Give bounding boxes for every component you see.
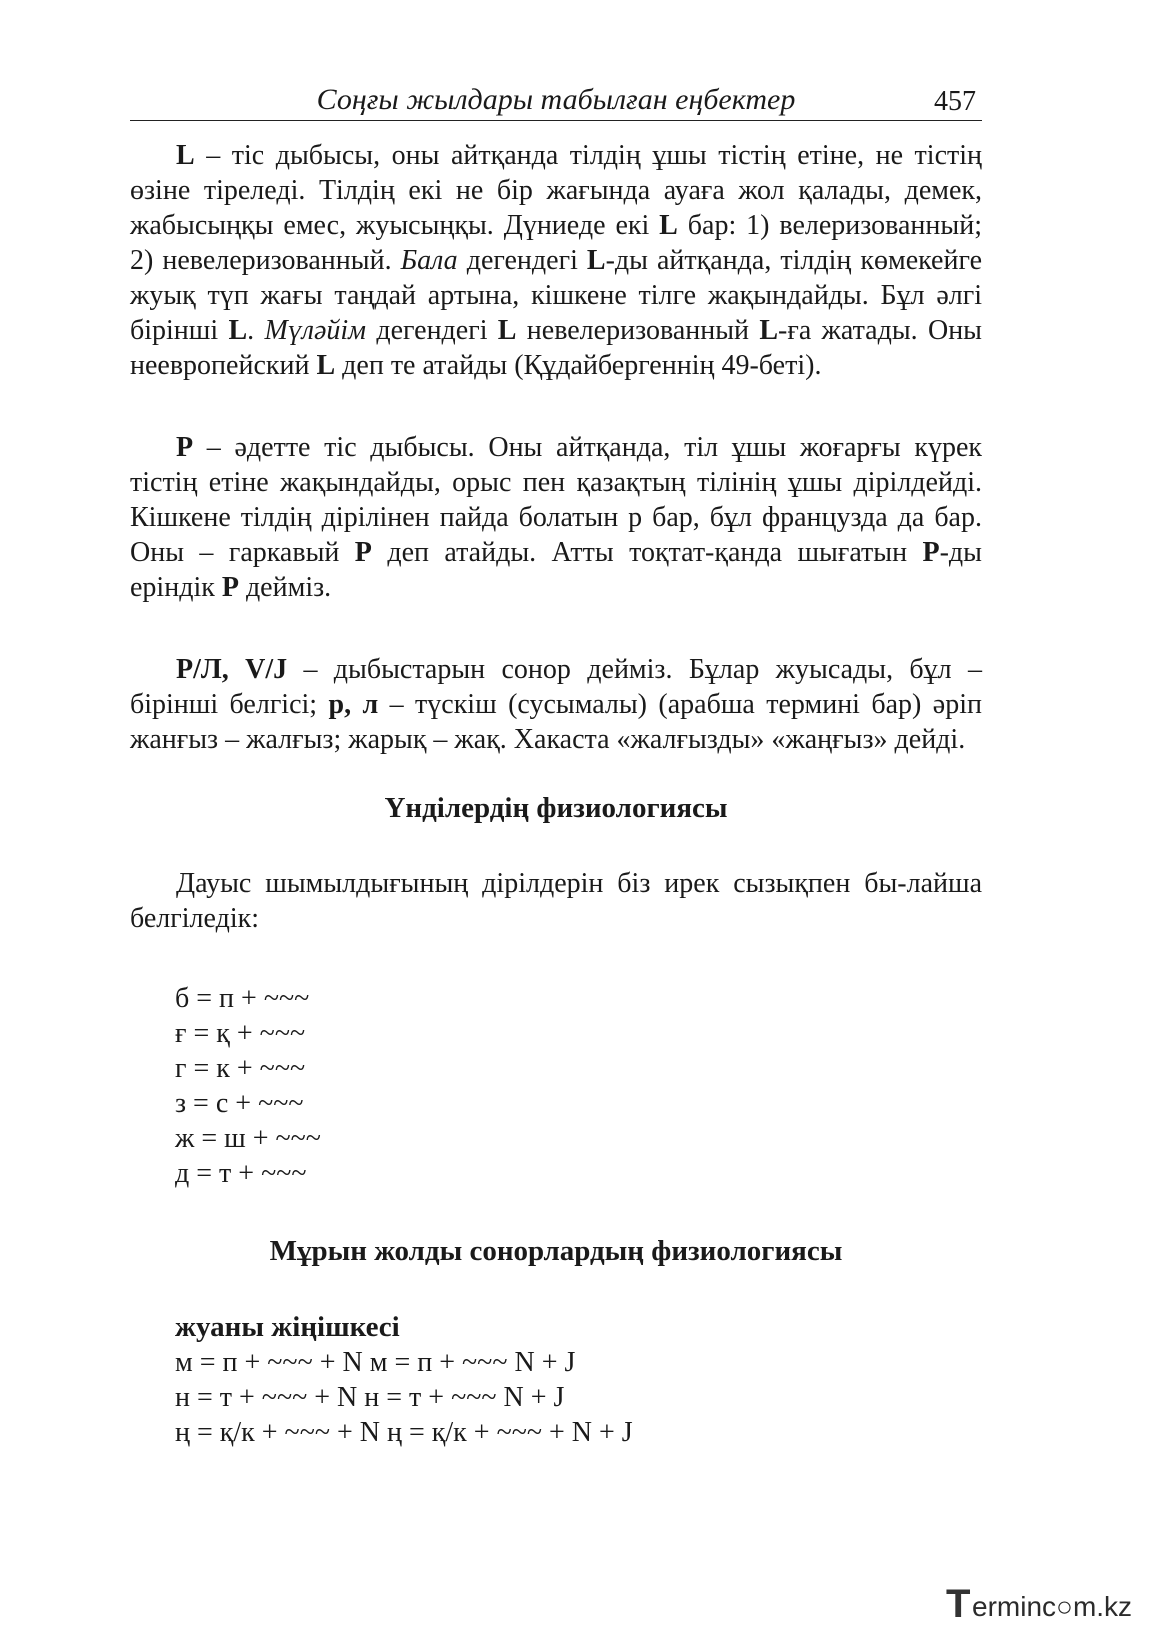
magnifier-icon: ○ <box>1056 1591 1073 1622</box>
formula-line: д = т + ~~~ <box>175 1158 307 1189</box>
watermark-initial: T <box>946 1582 971 1626</box>
section-heading-voiced: Үнділердің физиологиясы <box>384 792 728 824</box>
formula-line: б = п + ~~~ <box>175 983 310 1014</box>
formula-line: ғ = қ + ~~~ <box>175 1018 306 1049</box>
formula-line: з = с + ~~~ <box>175 1088 304 1119</box>
formula-line: ң = қ/к + ~~~ + N ң = қ/к + ~~~ + N + J <box>175 1417 633 1448</box>
formula-line: ж = ш + ~~~ <box>175 1123 321 1154</box>
formula-line: г = к + ~~~ <box>175 1053 306 1084</box>
voiced-formula-list <box>130 981 982 1191</box>
running-title: Соңғы жылдары табылған еңбектер <box>316 83 796 116</box>
page-body <box>130 138 982 1450</box>
paragraph-vibration: Дауыс шымылдығының дірілдерін біз ирек сызықпен бы-лайша белгіледік: <box>130 868 982 934</box>
nasal-formula-list <box>130 1345 982 1450</box>
section-heading-nasal: Мұрын жолды сонорлардың физиологиясы <box>269 1235 843 1267</box>
page-number: 457 <box>934 86 976 117</box>
nasal-column-heads: жуаны жіңішкесі <box>175 1311 400 1343</box>
paragraph-sonorants: Р/Л, V/J – дыбыстарын сонор дейміз. Бұлар жуысады, бұл – бірінші белгісі; р, л – түскіш (сусымалы) (арабша термині бар) әріп жанғыз – жалғыз; жарық – жақ. Хакаста «жалғызды» «жаңғыз» дейді. <box>130 654 983 755</box>
paragraph-r-sound: Р – әдетте тіс дыбысы. Оны айтқанда, тіл ұшы жоғарғы күрек тістің етіне жақындайды, орыс пен қазақтың тілінің ұшы дірілдейді. Кішкене тілдің дірілінен пайда болатын р бар, бұл французда да бар. Оны – гаркавый Р деп атайды. Атты тоқтат-қанда шығатын Р-ды еріндік Р дейміз. <box>130 432 982 603</box>
watermark-text: erminc○m.kz <box>972 1591 1133 1622</box>
formula-line: н = т + ~~~ + N н = т + ~~~ N + J <box>175 1382 565 1413</box>
termincom-watermark-logo <box>946 1582 1146 1626</box>
formula-line: м = п + ~~~ + N м = п + ~~~ N + J <box>175 1347 576 1378</box>
paragraph-l-sound: L – тіс дыбысы, оны айтқанда тілдің ұшы тістің етіне, не тістің өзіне тіреледі. Тілдің екі не бір жағында ауаға жол қалады, демек, жабысыңқы емес, жуысыңқы. Дүниеде екі L бар: 1) велеризованный; 2) невелеризованный. Бала дегендегі L-ды айтқанда, тілдің көмекейге жуық түп жағы таңдай артына, кішкене тілге жақындайды. Бұл әлгі бірінші L. Мүләйім дегендегі L невелеризованный L-ға жатады. Оны неевропейский L деп те атайды (Құдайбергеннің 49-беті). <box>130 140 982 381</box>
page-header <box>130 80 982 121</box>
